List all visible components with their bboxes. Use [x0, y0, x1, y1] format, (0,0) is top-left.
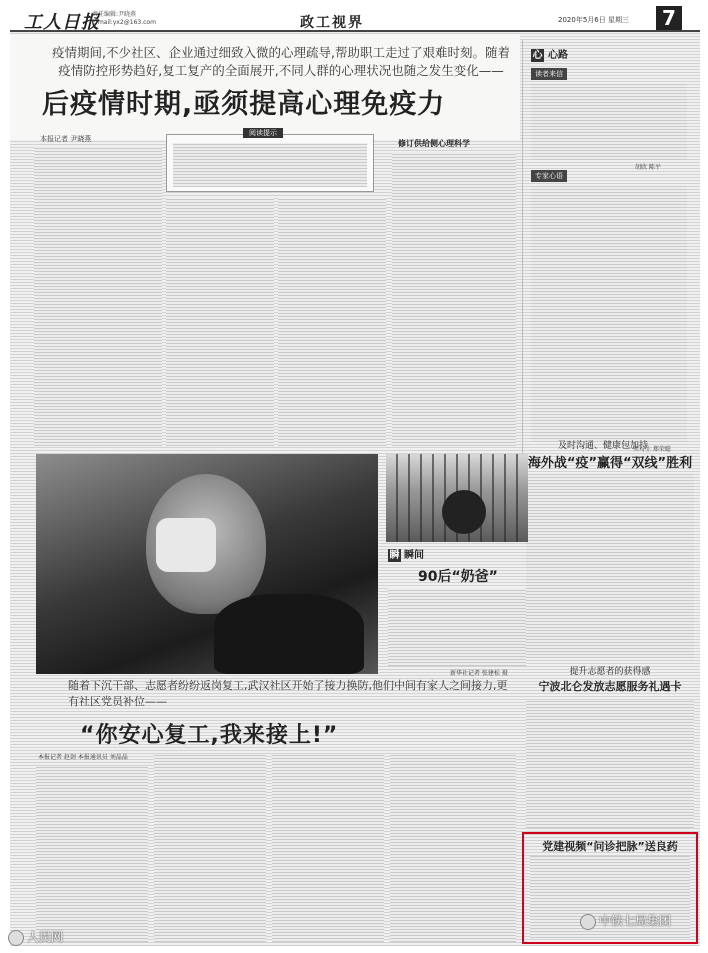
feeding-photo: [386, 454, 528, 542]
expert-signature: 实习生 郑荣聪: [633, 446, 671, 453]
reading-tip-box: [166, 129, 374, 192]
wechat-icon: [580, 914, 596, 930]
text-column: [34, 146, 162, 446]
face-mask: [156, 518, 216, 572]
chimpanzee-figure: [442, 490, 486, 534]
letter-text: [531, 84, 687, 160]
text-column: [390, 754, 516, 942]
community-lead: 随着下沉干部、志愿者纷纷返岗复工,武汉社区开始了接力换防,他们中间有家人之间接力,更有社区党员补位——: [68, 679, 508, 708]
issue-date: 2020年5月6日 星期三: [558, 16, 629, 24]
readers-letter-tag: 读者来信: [531, 68, 567, 80]
photo-caption: [388, 588, 526, 666]
text-column: [272, 754, 384, 942]
text-column: [278, 198, 386, 446]
main-headline: 后疫情时期,亟须提高心理免疫力: [42, 89, 446, 120]
watermark-logo-icon: [8, 930, 24, 946]
reading-tip-text: [173, 143, 367, 187]
volunteer-kicker: 提升志愿者的获得感: [569, 667, 651, 677]
main-byline: 本报记者 尹晓燕: [40, 135, 92, 143]
volunteer-title: 宁波北仑发放志愿服务礼遇卡: [538, 680, 682, 693]
community-byline: 本报记者 赵剑 本报通讯员 刘晶晶: [38, 754, 128, 761]
shunjian-mark: 瞬 瞬间: [389, 550, 424, 561]
highlighted-story-title: 党建视频“问诊把脉”送良药: [542, 840, 678, 853]
reading-tip-tag: 阅读提示: [243, 128, 283, 138]
text-column: [36, 766, 148, 942]
caretaker-photo: [36, 454, 378, 674]
watermark-bottom-right: 中铁七局集团: [580, 912, 671, 930]
community-headline: “你安心复工,我来接上!”: [80, 723, 339, 748]
xinlu-mark: 心 心路: [532, 50, 568, 61]
letter-signature: 胡欣 陈平: [635, 164, 661, 171]
text-column: [166, 198, 274, 446]
editor-info: 责任编辑:尹晓燕 E-mail:yx2@163.com: [92, 11, 156, 26]
masthead: [10, 6, 700, 32]
newspaper-logo: 工人日报: [24, 12, 100, 33]
text-column: [526, 700, 694, 828]
overseas-title: 海外战“疫”赢得“双线”胜利: [527, 456, 693, 471]
section-mark-icon: 瞬: [389, 550, 400, 561]
right-column: [522, 40, 692, 460]
text-column: [154, 754, 266, 942]
section-title: 政工视界: [300, 15, 364, 31]
watermark-bottom-left: 人民网: [8, 928, 63, 946]
section-mark-icon: 心: [532, 50, 543, 61]
sub-heading: 修订供给侧心理科学: [398, 139, 470, 148]
chimpanzee-figure: [214, 594, 364, 674]
overseas-kicker: 及时沟通、健康包加持: [558, 441, 649, 451]
newspaper-page: [10, 6, 700, 946]
page-number: 7: [656, 6, 682, 30]
photo-title: 90后“奶爸”: [418, 569, 498, 585]
photo-credit: 新华社记者 张建松 摄: [450, 670, 508, 677]
expert-tag: 专家心语: [531, 170, 567, 182]
text-column: [526, 474, 694, 658]
expert-text: [531, 186, 687, 442]
main-lead: 疫情期间,不少社区、企业通过细致入微的心理疏导,帮助职工走过了艰难时刻。随着疫情防控形势趋好,复工复产的全面展开,不同人群的心理状况也随之发生变化——: [52, 45, 510, 78]
text-column: [392, 152, 516, 446]
